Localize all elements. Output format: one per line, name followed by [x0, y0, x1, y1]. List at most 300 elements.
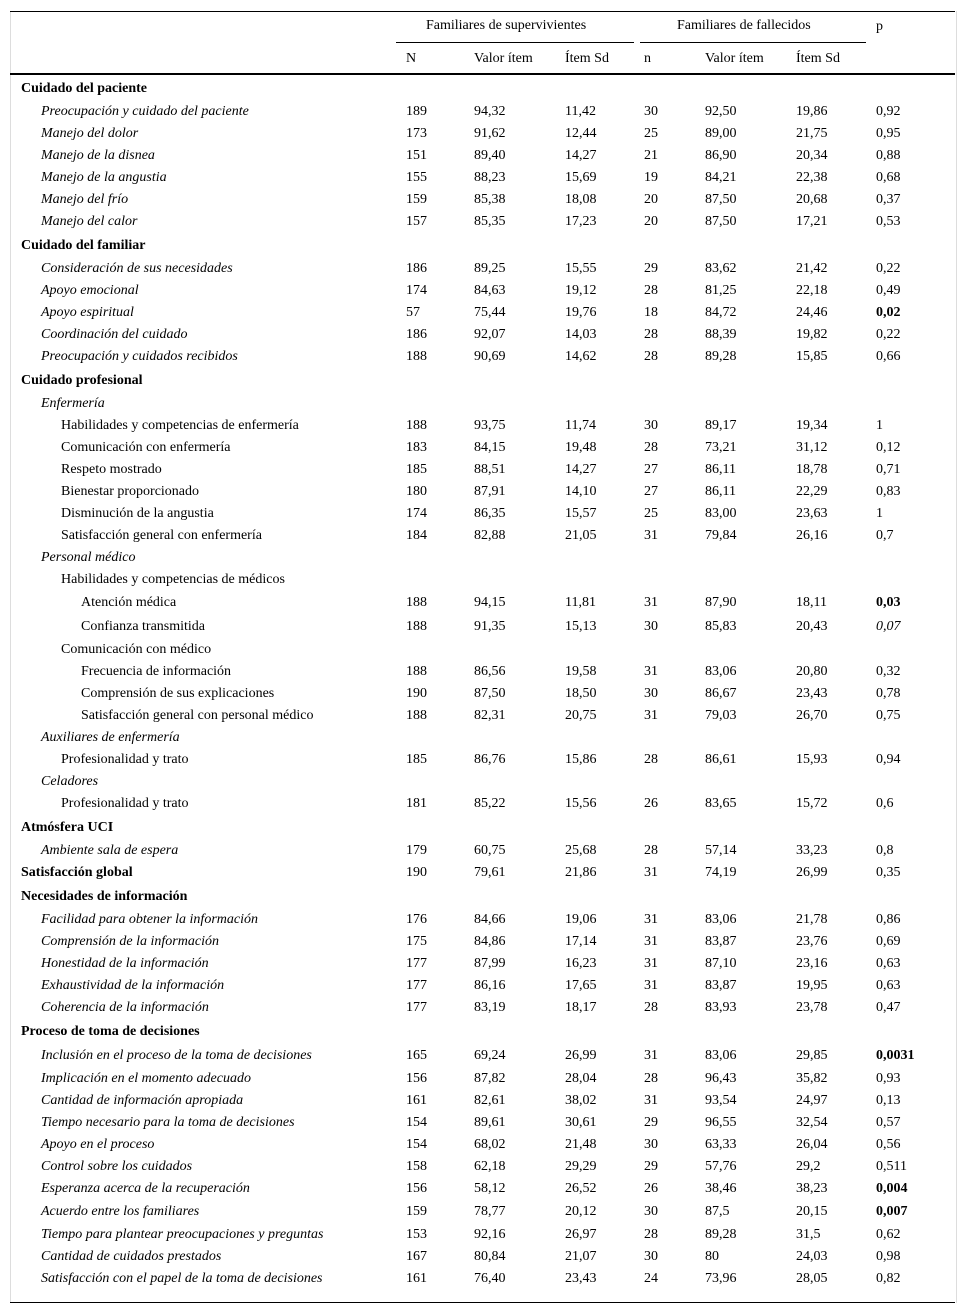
cell-sd-deceased: 26,16 [796, 528, 828, 543]
row-label: Inclusión en el proceso de la toma de decisiones [41, 1048, 312, 1063]
cell-n-deceased: 30 [644, 1137, 658, 1152]
cell-value-deceased: 81,25 [705, 283, 737, 298]
cell-value-deceased: 89,17 [705, 418, 737, 433]
cell-n-survivors: 154 [406, 1115, 427, 1130]
cell-p-value: 0,53 [876, 214, 901, 229]
row-label: Facilidad para obtener la información [41, 912, 258, 927]
cell-sd-survivors: 15,55 [565, 261, 597, 276]
table-row [0, 705, 965, 727]
cell-n-deceased: 31 [644, 912, 658, 927]
cell-value-survivors: 78,77 [474, 1204, 506, 1219]
cell-n-deceased: 26 [644, 1181, 658, 1196]
row-label: Enfermería [41, 396, 105, 411]
cell-sd-survivors: 19,48 [565, 440, 597, 455]
col-header-sd-survivors: Ítem Sd [565, 51, 609, 66]
cell-n-survivors: 188 [406, 708, 427, 723]
cell-sd-survivors: 19,06 [565, 912, 597, 927]
cell-p-value: 0,22 [876, 261, 901, 276]
cell-sd-deceased: 20,34 [796, 148, 828, 163]
cell-value-deceased: 83,06 [705, 664, 737, 679]
cell-n-survivors: 176 [406, 912, 427, 927]
cell-n-deceased: 31 [644, 978, 658, 993]
cell-value-survivors: 58,12 [474, 1181, 506, 1196]
row-label: Auxiliares de enfermería [41, 730, 180, 745]
cell-sd-deceased: 24,03 [796, 1249, 828, 1264]
cell-p-value: 0,57 [876, 1115, 901, 1130]
cell-n-deceased: 27 [644, 462, 658, 477]
cell-n-survivors: 161 [406, 1093, 427, 1108]
cell-p-value: 0,004 [876, 1181, 908, 1196]
cell-value-survivors: 82,31 [474, 708, 506, 723]
cell-value-survivors: 84,86 [474, 934, 506, 949]
cell-sd-deceased: 29,2 [796, 1159, 821, 1174]
cell-value-deceased: 88,39 [705, 327, 737, 342]
cell-p-value: 0,35 [876, 865, 901, 880]
cell-sd-survivors: 19,58 [565, 664, 597, 679]
table-row [0, 280, 965, 302]
cell-sd-deceased: 26,70 [796, 708, 828, 723]
cell-n-deceased: 31 [644, 934, 658, 949]
table-row [0, 1044, 965, 1068]
cell-sd-deceased: 15,72 [796, 796, 828, 811]
cell-sd-deceased: 21,42 [796, 261, 828, 276]
cell-n-deceased: 30 [644, 619, 658, 634]
cell-n-deceased: 31 [644, 956, 658, 971]
cell-value-deceased: 89,28 [705, 349, 737, 364]
cell-p-value: 0,86 [876, 912, 901, 927]
cell-value-survivors: 84,15 [474, 440, 506, 455]
cell-p-value: 1 [876, 506, 883, 521]
cell-sd-deceased: 29,85 [796, 1048, 828, 1063]
row-label: Coherencia de la información [41, 1000, 209, 1015]
table-row [0, 569, 965, 591]
cell-sd-deceased: 19,82 [796, 327, 828, 342]
section-header-row [0, 233, 965, 258]
cell-n-deceased: 20 [644, 192, 658, 207]
cell-p-value: 0,66 [876, 349, 901, 364]
cell-sd-deceased: 32,54 [796, 1115, 828, 1130]
cell-p-value: 0,92 [876, 104, 901, 119]
cell-n-deceased: 21 [644, 148, 658, 163]
cell-value-deceased: 86,67 [705, 686, 737, 701]
row-label: Preocupación y cuidado del paciente [41, 104, 249, 119]
table-row [0, 953, 965, 975]
cell-n-survivors: 155 [406, 170, 427, 185]
cell-value-survivors: 87,50 [474, 686, 506, 701]
cell-p-value: 0,95 [876, 126, 901, 141]
cell-value-deceased: 86,90 [705, 148, 737, 163]
cell-p-value: 0,12 [876, 440, 901, 455]
table-row [0, 1134, 965, 1156]
table-row [0, 1090, 965, 1112]
cell-value-deceased: 96,55 [705, 1115, 737, 1130]
table-row [0, 189, 965, 211]
table-row [0, 167, 965, 189]
cell-n-deceased: 27 [644, 484, 658, 499]
cell-n-survivors: 154 [406, 1137, 427, 1152]
cell-value-survivors: 87,91 [474, 484, 506, 499]
row-label: Tiempo para plantear preocupaciones y preguntas [41, 1227, 324, 1242]
cell-value-survivors: 85,22 [474, 796, 506, 811]
cell-value-survivors: 82,61 [474, 1093, 506, 1108]
cell-sd-survivors: 17,14 [565, 934, 597, 949]
cell-sd-deceased: 15,85 [796, 349, 828, 364]
cell-value-deceased: 83,06 [705, 912, 737, 927]
cell-value-survivors: 76,40 [474, 1271, 506, 1286]
cell-sd-survivors: 11,81 [565, 595, 596, 610]
section-header-row [0, 815, 965, 840]
cell-n-survivors: 186 [406, 261, 427, 276]
col-header-value-deceased: Valor ítem [705, 51, 764, 66]
cell-n-survivors: 153 [406, 1227, 427, 1242]
cell-n-survivors: 177 [406, 1000, 427, 1015]
row-label: Exhaustividad de la información [41, 978, 225, 993]
table-row [0, 1112, 965, 1134]
cell-n-survivors: 188 [406, 418, 427, 433]
cell-value-deceased: 83,65 [705, 796, 737, 811]
cell-value-deceased: 86,11 [705, 462, 736, 477]
table-row [0, 771, 965, 793]
cell-n-survivors: 174 [406, 506, 427, 521]
row-label: Manejo de la angustia [41, 170, 167, 185]
table-row [0, 481, 965, 503]
cell-sd-survivors: 17,23 [565, 214, 597, 229]
cell-n-survivors: 181 [406, 796, 427, 811]
cell-n-deceased: 18 [644, 305, 658, 320]
cell-n-survivors: 177 [406, 978, 427, 993]
cell-n-survivors: 165 [406, 1048, 427, 1063]
cell-value-survivors: 84,63 [474, 283, 506, 298]
cell-n-deceased: 28 [644, 752, 658, 767]
section-header-row [0, 884, 965, 909]
cell-p-value: 0,37 [876, 192, 901, 207]
cell-value-survivors: 86,56 [474, 664, 506, 679]
table-row [0, 840, 965, 862]
cell-sd-survivors: 18,08 [565, 192, 597, 207]
bottom-rule [10, 1302, 955, 1303]
cell-n-deceased: 28 [644, 327, 658, 342]
cell-sd-survivors: 21,86 [565, 865, 597, 880]
table-row [0, 727, 965, 749]
cell-n-deceased: 31 [644, 1048, 658, 1063]
col-header-n-survivors: N [406, 51, 417, 66]
cell-value-survivors: 91,35 [474, 619, 506, 634]
row-label: Preocupación y cuidados recibidos [41, 349, 238, 364]
cell-n-deceased: 31 [644, 1093, 658, 1108]
cell-value-survivors: 91,62 [474, 126, 506, 141]
cell-sd-deceased: 18,78 [796, 462, 828, 477]
cell-sd-deceased: 33,23 [796, 843, 828, 858]
table-row [0, 661, 965, 683]
cell-sd-deceased: 23,43 [796, 686, 828, 701]
cell-p-value: 0,68 [876, 170, 901, 185]
cell-value-survivors: 75,44 [474, 305, 506, 320]
cell-sd-deceased: 17,21 [796, 214, 828, 229]
row-label: Cantidad de información apropiada [41, 1093, 244, 1108]
row-label: Habilidades y competencias de médicos [61, 572, 285, 587]
cell-p-value: 0,02 [876, 305, 901, 320]
cell-p-value: 0,32 [876, 664, 901, 679]
cell-sd-survivors: 25,68 [565, 843, 597, 858]
row-label: Habilidades y competencias de enfermería [61, 418, 299, 433]
cell-n-survivors: 190 [406, 686, 427, 701]
cell-value-survivors: 60,75 [474, 843, 506, 858]
cell-value-deceased: 73,96 [705, 1271, 737, 1286]
row-label: Implicación en el momento adecuado [41, 1071, 251, 1086]
cell-value-survivors: 88,23 [474, 170, 506, 185]
cell-n-survivors: 190 [406, 865, 427, 880]
cell-n-deceased: 29 [644, 261, 658, 276]
row-label: Cuidado del familiar [21, 238, 146, 253]
cell-value-deceased: 89,00 [705, 126, 737, 141]
row-label: Comunicación con enfermería [61, 440, 231, 455]
cell-p-value: 0,71 [876, 462, 901, 477]
table-row [0, 909, 965, 931]
row-label: Atmósfera UCI [21, 820, 114, 835]
cell-n-survivors: 159 [406, 192, 427, 207]
cell-sd-survivors: 19,12 [565, 283, 597, 298]
table-row [0, 393, 965, 415]
cell-sd-survivors: 30,61 [565, 1115, 597, 1130]
cell-sd-deceased: 23,63 [796, 506, 828, 521]
cell-p-value: 1 [876, 418, 883, 433]
cell-sd-survivors: 26,52 [565, 1181, 597, 1196]
cell-n-survivors: 173 [406, 126, 427, 141]
cell-value-deceased: 87,5 [705, 1204, 730, 1219]
cell-n-deceased: 31 [644, 664, 658, 679]
cell-value-survivors: 82,88 [474, 528, 506, 543]
table-row [0, 211, 965, 233]
cell-n-survivors: 156 [406, 1181, 427, 1196]
row-label: Acuerdo entre los familiares [41, 1204, 200, 1219]
cell-value-deceased: 87,10 [705, 956, 737, 971]
cell-value-deceased: 83,00 [705, 506, 737, 521]
cell-p-value: 0,83 [876, 484, 901, 499]
cell-n-deceased: 30 [644, 104, 658, 119]
cell-p-value: 0,94 [876, 752, 901, 767]
row-label: Satisfacción general con personal médico [81, 708, 314, 723]
cell-p-value: 0,47 [876, 1000, 901, 1015]
row-label: Manejo de la disnea [41, 148, 155, 163]
row-label: Comunicación con médico [61, 642, 212, 657]
row-label: Necesidades de información [21, 889, 188, 904]
cell-sd-survivors: 17,65 [565, 978, 597, 993]
cell-n-deceased: 29 [644, 1115, 658, 1130]
cell-n-survivors: 159 [406, 1204, 427, 1219]
row-label: Manejo del calor [41, 214, 138, 229]
table-row [0, 547, 965, 569]
section-header-row [0, 368, 965, 393]
cell-n-survivors: 180 [406, 484, 427, 499]
cell-sd-survivors: 14,62 [565, 349, 597, 364]
cell-sd-survivors: 12,44 [565, 126, 597, 141]
cell-n-deceased: 28 [644, 1071, 658, 1086]
cell-n-survivors: 188 [406, 595, 427, 610]
cell-sd-survivors: 14,27 [565, 148, 597, 163]
cell-sd-deceased: 15,93 [796, 752, 828, 767]
cell-sd-deceased: 22,38 [796, 170, 828, 185]
cell-value-deceased: 74,19 [705, 865, 737, 880]
cell-sd-deceased: 20,68 [796, 192, 828, 207]
cell-p-value: 0,69 [876, 934, 901, 949]
cell-value-deceased: 84,72 [705, 305, 737, 320]
cell-sd-deceased: 38,23 [796, 1181, 828, 1196]
cell-sd-survivors: 38,02 [565, 1093, 597, 1108]
cell-n-deceased: 25 [644, 126, 658, 141]
cell-sd-deceased: 22,18 [796, 283, 828, 298]
cell-sd-deceased: 21,78 [796, 912, 828, 927]
cell-sd-deceased: 24,97 [796, 1093, 828, 1108]
cell-value-survivors: 89,25 [474, 261, 506, 276]
cell-sd-survivors: 18,50 [565, 686, 597, 701]
cell-sd-survivors: 15,56 [565, 796, 597, 811]
cell-value-deceased: 83,06 [705, 1048, 737, 1063]
cell-sd-survivors: 29,29 [565, 1159, 597, 1174]
cell-sd-deceased: 22,29 [796, 484, 828, 499]
table-row [0, 258, 965, 280]
cell-p-value: 0,63 [876, 978, 901, 993]
cell-value-deceased: 57,76 [705, 1159, 737, 1174]
table-row [0, 862, 965, 884]
cell-sd-deceased: 20,15 [796, 1204, 828, 1219]
cell-value-deceased: 92,50 [705, 104, 737, 119]
cell-n-survivors: 188 [406, 664, 427, 679]
row-label: Satisfacción con el papel de la toma de decisiones [41, 1271, 323, 1286]
row-label: Comprensión de sus explicaciones [81, 686, 275, 701]
row-label: Apoyo en el proceso [41, 1137, 155, 1152]
cell-value-deceased: 83,87 [705, 978, 737, 993]
cell-value-survivors: 93,75 [474, 418, 506, 433]
cell-sd-survivors: 21,07 [565, 1249, 597, 1264]
cell-value-deceased: 38,46 [705, 1181, 737, 1196]
row-label: Manejo del frío [41, 192, 129, 207]
cell-sd-survivors: 11,42 [565, 104, 596, 119]
cell-value-deceased: 86,61 [705, 752, 737, 767]
cell-n-deceased: 31 [644, 528, 658, 543]
cell-n-deceased: 31 [644, 865, 658, 880]
cell-p-value: 0,0031 [876, 1048, 915, 1063]
cell-n-survivors: 161 [406, 1271, 427, 1286]
row-label: Satisfacción global [21, 865, 133, 880]
table-row [0, 749, 965, 771]
cell-value-deceased: 73,21 [705, 440, 737, 455]
cell-value-survivors: 62,18 [474, 1159, 506, 1174]
cell-n-deceased: 26 [644, 796, 658, 811]
cell-sd-survivors: 14,10 [565, 484, 597, 499]
cell-p-value: 0,22 [876, 327, 901, 342]
row-label: Frecuencia de información [81, 664, 232, 679]
cell-n-deceased: 24 [644, 1271, 658, 1286]
cell-p-value: 0,6 [876, 796, 894, 811]
row-label: Manejo del dolor [41, 126, 139, 141]
cell-n-survivors: 184 [406, 528, 427, 543]
cell-sd-deceased: 19,34 [796, 418, 828, 433]
cell-value-deceased: 96,43 [705, 1071, 737, 1086]
row-label: Tiempo necesario para la toma de decisiones [41, 1115, 295, 1130]
table-row [0, 1156, 965, 1178]
cell-sd-deceased: 35,82 [796, 1071, 828, 1086]
cell-sd-deceased: 26,99 [796, 865, 828, 880]
row-label: Ambiente sala de espera [41, 843, 179, 858]
cell-n-deceased: 30 [644, 418, 658, 433]
cell-value-deceased: 63,33 [705, 1137, 737, 1152]
cell-sd-survivors: 19,76 [565, 305, 597, 320]
table-row [0, 324, 965, 346]
cell-n-survivors: 175 [406, 934, 427, 949]
cell-n-deceased: 28 [644, 843, 658, 858]
cell-value-deceased: 83,93 [705, 1000, 737, 1015]
table-row [0, 415, 965, 437]
col-header-n-deceased: n [644, 51, 651, 66]
table-row [0, 931, 965, 953]
cell-n-deceased: 19 [644, 170, 658, 185]
cell-p-value: 0,75 [876, 708, 901, 723]
row-label: Cuidado del paciente [21, 81, 148, 96]
cell-sd-deceased: 31,12 [796, 440, 828, 455]
cell-n-deceased: 29 [644, 1159, 658, 1174]
cell-p-value: 0,98 [876, 1249, 901, 1264]
row-label: Profesionalidad y trato [61, 752, 189, 767]
cell-n-survivors: 156 [406, 1071, 427, 1086]
cell-sd-deceased: 21,75 [796, 126, 828, 141]
row-label: Bienestar proporcionado [61, 484, 200, 499]
cell-value-deceased: 85,83 [705, 619, 737, 634]
cell-n-survivors: 179 [406, 843, 427, 858]
cell-p-value: 0,7 [876, 528, 894, 543]
cell-value-survivors: 86,76 [474, 752, 506, 767]
row-label: Coordinación del cuidado [41, 327, 188, 342]
row-label: Satisfacción general con enfermería [61, 528, 262, 543]
cell-value-survivors: 84,66 [474, 912, 506, 927]
table-row [0, 639, 965, 661]
cell-value-survivors: 89,61 [474, 1115, 506, 1130]
cell-value-survivors: 69,24 [474, 1048, 506, 1063]
group-header-survivors: Familiares de supervivientes [426, 18, 587, 33]
cell-p-value: 0,63 [876, 956, 901, 971]
header-rule [10, 73, 955, 75]
table-row [0, 997, 965, 1019]
row-label: Disminución de la angustia [61, 506, 214, 521]
cell-p-value: 0,62 [876, 1227, 901, 1242]
cell-sd-survivors: 15,86 [565, 752, 597, 767]
table-row [0, 1068, 965, 1090]
table-row [0, 437, 965, 459]
cell-n-deceased: 31 [644, 595, 658, 610]
cell-value-survivors: 86,16 [474, 978, 506, 993]
row-label: Apoyo emocional [41, 283, 139, 298]
cell-sd-deceased: 20,43 [796, 619, 828, 634]
cell-sd-survivors: 14,27 [565, 462, 597, 477]
table-row [0, 975, 965, 997]
cell-value-deceased: 87,50 [705, 192, 737, 207]
row-label: Cuidado profesional [21, 373, 143, 388]
cell-n-survivors: 167 [406, 1249, 427, 1264]
table-body [0, 76, 965, 1290]
cell-value-survivors: 79,61 [474, 865, 506, 880]
cell-p-value: 0,78 [876, 686, 901, 701]
cell-n-survivors: 174 [406, 283, 427, 298]
cell-value-deceased: 79,03 [705, 708, 737, 723]
cell-n-survivors: 158 [406, 1159, 427, 1174]
cell-n-survivors: 188 [406, 349, 427, 364]
cell-sd-survivors: 21,48 [565, 1137, 597, 1152]
cell-value-survivors: 92,16 [474, 1227, 506, 1242]
cell-n-deceased: 28 [644, 349, 658, 364]
cell-value-deceased: 89,28 [705, 1227, 737, 1242]
cell-value-deceased: 79,84 [705, 528, 737, 543]
cell-value-deceased: 87,90 [705, 595, 737, 610]
cell-sd-survivors: 26,97 [565, 1227, 597, 1242]
